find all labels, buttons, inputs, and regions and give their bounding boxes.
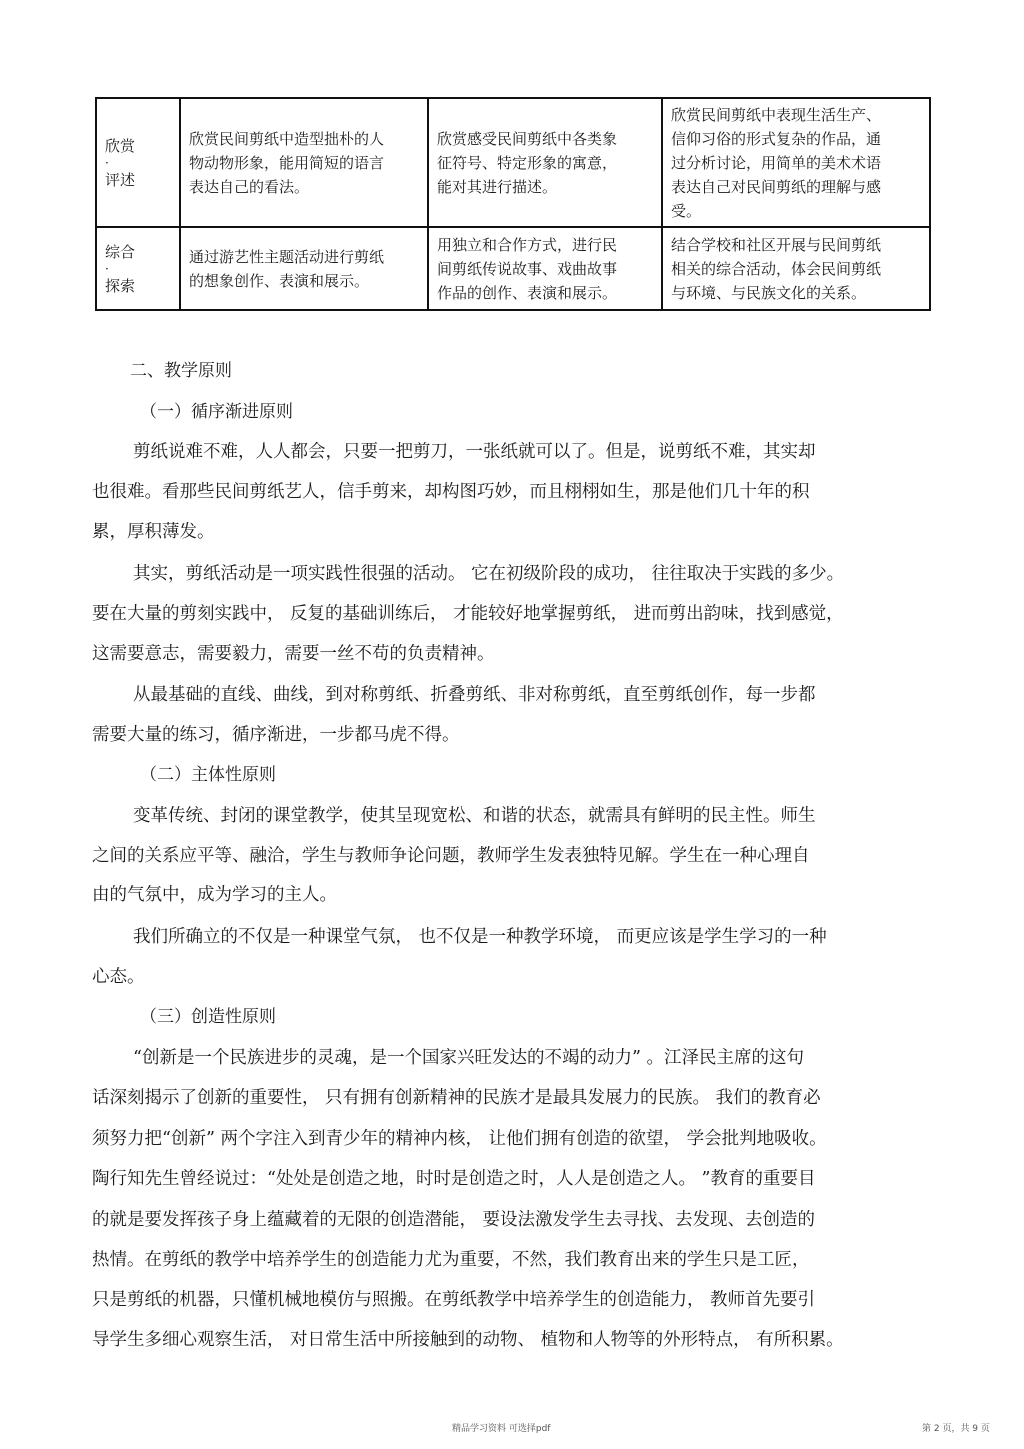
category-label: 探索	[105, 276, 136, 295]
paragraph-line: 之间的关系应平等、融洽，学生与教师争论问题，教师学生发表独特见解。学生在一种心理自	[92, 846, 810, 866]
table-cell	[180, 98, 428, 227]
cell-line: 过分析讨论，用简单的美术术语	[671, 153, 882, 172]
paragraph-line: 由的气氛中，成为学习的主人。	[92, 885, 337, 905]
paragraph-line: 要在大量的剪刻实践中， 反复的基础训练后， 才能较好地掌握剪纸， 进而剪出韵味，找到感觉，	[92, 604, 844, 624]
paragraph-line: 热情。在剪纸的教学中培养学生的创造能力尤为重要，不然，我们教育出来的学生只是工匠，	[92, 1250, 810, 1270]
cell-line: 欣赏民间剪纸中造型拙朴的人	[189, 129, 385, 148]
cell-line: 受。	[671, 201, 702, 220]
paragraph-line: “创新是一个民族进步的灵魂，是一个国家兴旺发达的不竭的动力” 。江泽民主席的这句	[133, 1048, 804, 1068]
cell-line: 用独立和合作方式，进行民	[437, 235, 618, 254]
table-cell	[428, 98, 662, 227]
table-row	[96, 227, 930, 310]
category-cell	[96, 227, 180, 310]
paragraph-line: 话深刻揭示了创新的重要性， 只有拥有创新精神的民族才是最具发展力的民族。 我们的教育必	[92, 1088, 821, 1108]
cell-line: 能对其进行描述。	[437, 177, 558, 196]
cell-line: 欣赏感受民间剪纸中各类象	[437, 129, 618, 148]
category-label: 综合	[105, 242, 136, 261]
subsection-heading: （二）主体性原则	[140, 765, 276, 785]
paragraph-line: 变革传统、封闭的课堂教学，使其呈现宽松、和谐的状态，就需具有鲜明的民主性。师生	[133, 806, 816, 826]
category-dot: ·	[105, 155, 109, 170]
paragraph-line: 我们所确立的不仅是一种课堂气氛， 也不仅是一种教学环境， 而更应该是学生学习的一种	[133, 927, 827, 947]
paragraph-line: 其实，剪纸活动是一项实践性很强的活动。 它在初级阶段的成功， 往往取决于实践的多少。	[133, 564, 845, 584]
table-row	[96, 98, 930, 227]
table-cell	[180, 227, 428, 310]
cell-line: 与环境、与民族文化的关系。	[671, 283, 867, 302]
paragraph-line: 剪纸说难不难，人人都会，只要一把剪刀，一张纸就可以了。但是，说剪纸不难，其实却	[133, 442, 816, 462]
paragraph-line: 的就是要发挥孩子身上蕴藏着的无限的创造潜能， 要设法激发学生去寻找、去发现、去创造的	[92, 1210, 816, 1230]
cell-line: 表达自己对民间剪纸的理解与感	[671, 177, 882, 196]
paragraph-line: 从最基础的直线、曲线，到对称剪纸、折叠剪纸、非对称剪纸，直至剪纸创作，每一步都	[133, 685, 816, 705]
cell-line: 物动物形象，能用简短的语言	[189, 153, 385, 172]
category-dot: ·	[105, 261, 109, 276]
cell-line: 的想象创作、表演和展示。	[189, 271, 370, 290]
cell-line: 相关的综合活动，体会民间剪纸	[671, 259, 882, 278]
cell-line: 结合学校和社区开展与民间剪纸	[671, 235, 882, 254]
cell-line: 欣赏民间剪纸中表现生活生产、	[671, 105, 882, 124]
paragraph-line: 导学生多细心观察生活， 对日常生活中所接触到的动物、 植物和人物等的外形特点， 有所积累。	[92, 1330, 844, 1350]
cell-line: 征符号、特定形象的寓意，	[437, 153, 618, 172]
paragraph-line: 心态。	[92, 967, 145, 987]
paragraph-line: 陶行知先生曾经说过：“处处是创造之地，时时是创造之时，人人是创造之人。 ”教育的重要目	[92, 1169, 816, 1189]
cell-line: 通过游艺性主题活动进行剪纸	[189, 247, 385, 266]
cell-line: 表达自己的看法。	[189, 177, 310, 196]
paragraph-line: 需要大量的练习，循序渐进，一步都马虎不得。	[92, 725, 460, 745]
curriculum-table	[95, 97, 931, 311]
section-heading: 二、教学原则	[130, 361, 232, 381]
page-number: 第 2 页，共 9 页	[922, 1424, 990, 1434]
category-label: 欣赏	[105, 136, 136, 155]
paragraph-line: 这需要意志，需要毅力，需要一丝不苟的负责精神。	[92, 644, 495, 664]
category-label: 评述	[105, 170, 136, 189]
cell-line: 作品的创作、表演和展示。	[437, 283, 618, 302]
table-cell	[662, 98, 930, 227]
paragraph-line: 也很难。看那些民间剪纸艺人，信手剪来，却构图巧妙，而且栩栩如生，那是他们几十年的积	[92, 482, 810, 502]
paragraph-line: 累，厚积薄发。	[92, 522, 215, 542]
subsection-heading: （三）创造性原则	[140, 1007, 276, 1027]
category-cell	[96, 98, 180, 227]
footer-note: 精品学习资料 可选择pdf	[452, 1424, 551, 1434]
subsection-heading: （一）循序渐进原则	[140, 402, 293, 422]
paragraph-line: 须努力把“创新” 两个字注入到青少年的精神内核， 让他们拥有创造的欲望， 学会批判地吸收。	[92, 1129, 827, 1149]
paragraph-line: 只是剪纸的机器，只懂机械地模仿与照搬。在剪纸教学中培养学生的创造能力， 教师首先要引	[92, 1290, 816, 1310]
cell-line: 信仰习俗的形式复杂的作品，通	[671, 129, 882, 148]
table-cell	[662, 227, 930, 310]
table-cell	[428, 227, 662, 310]
cell-line: 间剪纸传说故事、戏曲故事	[437, 259, 618, 278]
